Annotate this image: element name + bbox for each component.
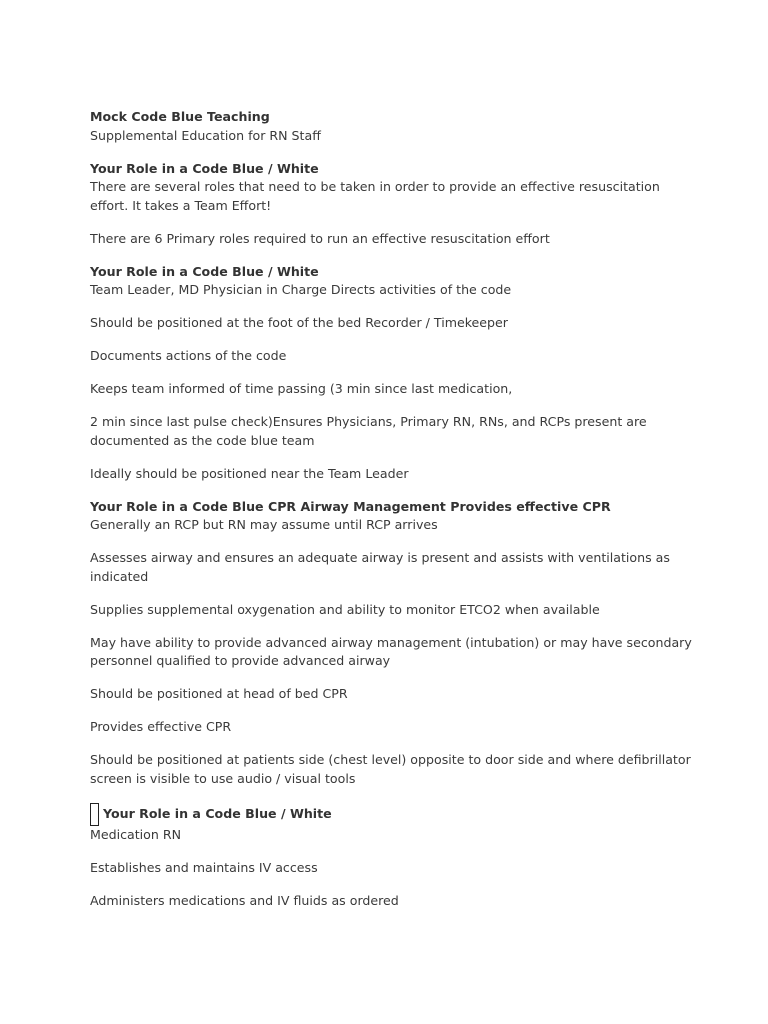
paragraph-line: Assesses airway and ensures an adequate airway is present and assists with ventilations as (90, 550, 670, 565)
section-heading: Your Role in a Code Blue / White (90, 160, 319, 176)
paragraph-line: screen is visible to use audio / visual tools (90, 770, 356, 786)
paragraph-line: May have ability to provide advanced airway management (intubation) or may have secondary (90, 634, 692, 650)
paragraph-line: There are several roles that need to be taken in order to provide an effective resuscitation (90, 179, 660, 194)
section-intro (90, 160, 690, 216)
document-title: Mock Code Blue Teaching (90, 109, 270, 124)
section-heading: Your Role in a Code Blue / White (90, 263, 319, 279)
paragraph-line: Medication RN (90, 826, 182, 842)
paragraph: Keeps team informed of time passing (3 min since last medication, (90, 381, 513, 396)
paragraph (90, 751, 690, 788)
section-medication (90, 803, 690, 845)
paragraph: Should be positioned at the foot of the bed Recorder / Timekeeper (90, 315, 508, 330)
section-heading-row (90, 803, 690, 826)
paragraph: Ideally should be positioned near the Team Leader (90, 465, 409, 481)
paragraph: Documents actions of the code (90, 348, 287, 363)
paragraph-line: Generally an RCP but RN may assume until RCP arrives (90, 517, 438, 532)
section-heading: Your Role in a Code Blue / White (103, 805, 332, 821)
section-heading: Your Role in a Code Blue CPR Airway Management Provides effective CPR (90, 498, 611, 514)
paragraph (90, 549, 690, 586)
paragraph: There are 6 Primary roles required to run an effective resuscitation effort (90, 230, 550, 246)
paragraph (90, 413, 690, 450)
section-team-leader (90, 263, 690, 300)
paragraph-line: Should be positioned at patients side (chest level) opposite to door side and where defibrillator (90, 752, 691, 767)
paragraph: Supplies supplemental oxygenation and ability to monitor ETCO2 when available (90, 601, 600, 617)
paragraph-line: Team Leader, MD Physician in Charge Directs activities of the code (90, 282, 512, 297)
title-block (90, 108, 690, 145)
paragraph-line: 2 min since last pulse check)Ensures Physicians, Primary RN, RNs, and RCPs present are (90, 414, 647, 429)
paragraph: Administers medications and IV fluids as ordered (90, 892, 399, 908)
paragraph: Establishes and maintains IV access (90, 859, 318, 875)
missing-glyph-icon (90, 803, 99, 826)
document-page (90, 108, 690, 925)
paragraph-line: documented as the code blue team (90, 432, 315, 448)
section-airway (90, 498, 690, 535)
paragraph-line: indicated (90, 568, 149, 584)
paragraph-line: personnel qualified to provide advanced airway (90, 653, 391, 668)
paragraph: Provides effective CPR (90, 719, 232, 734)
document-subtitle: Supplemental Education for RN Staff (90, 127, 321, 143)
paragraph (90, 634, 690, 671)
paragraph: Should be positioned at head of bed CPR (90, 686, 348, 701)
paragraph-line: effort. It takes a Team Effort! (90, 197, 272, 213)
